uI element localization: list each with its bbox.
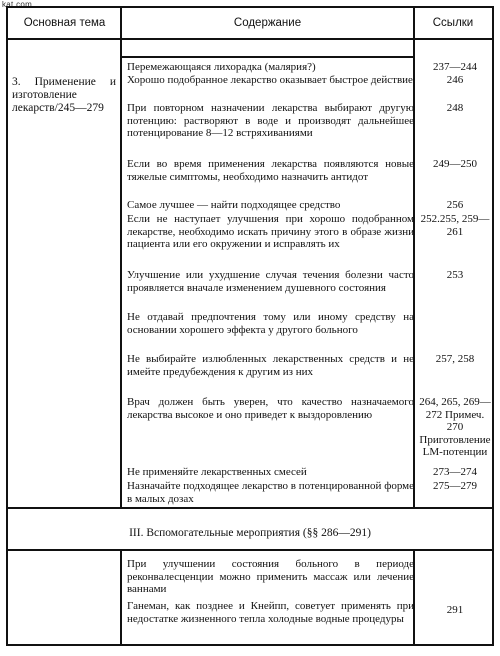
section-title: III. Вспомогательные мероприятия (§§ 286—291)	[129, 527, 371, 539]
list-item: Если во время применения лекарства появляются новые тяжелые симптомы, необходимо назначить антидот	[127, 158, 414, 183]
list-item: Не отдавай предпочтения тому или иному средству на основании хорошего эффекта у другого больного	[127, 311, 414, 336]
list-item: Самое лучшее — найти подходящее средство	[127, 199, 341, 211]
list-item: При улучшении состояния больного в периоде реконвалесценции можно применить массаж или лечение ваннами	[127, 558, 414, 596]
reference: 264, 265, 269—272 Примеч. 270 Приготовление LM-потенции	[419, 396, 491, 459]
section-rule	[8, 549, 492, 551]
list-item: Назначайте подходящее лекарство в потенцированной форме в малых дозах	[127, 480, 414, 505]
column-divider	[120, 8, 122, 508]
watermark: kat.com	[2, 0, 33, 9]
list-item: Перемежающаяся лихорадка (малярия?)	[127, 61, 316, 73]
list-item: При повторном назначении лекарства выбирают другую потенцию: растворяют в воде и производят дальнейшее потенцирование 8—12 встряхиваниями	[127, 102, 414, 140]
table-header	[8, 8, 492, 40]
reference: 275—279	[433, 480, 477, 492]
header-content: Содержание	[233, 17, 302, 29]
list-item: Не выбирайте излюбленных лекарственных средств и не имейте предубеждения к другим из них	[127, 353, 414, 378]
list-item: Хорошо подобранное лекарство оказывает быстрое действие	[127, 74, 413, 86]
reference: 257, 258	[435, 353, 475, 365]
reference: 256	[446, 199, 464, 211]
table	[6, 6, 494, 646]
header-main-topic: Основная тема	[23, 17, 106, 29]
column-divider	[120, 550, 122, 644]
reference: 291	[446, 604, 464, 616]
list-item: Улучшение или ухудшение случая течения болезни часто проявляется вначале изменением душевного состояния	[127, 269, 414, 294]
reference: 248	[446, 102, 464, 114]
content-top-rule	[120, 56, 414, 58]
section-rule	[8, 507, 492, 509]
reference: 273—274	[433, 466, 477, 478]
reference: 252.255, 259—261	[420, 213, 490, 238]
list-item: Если не наступает улучшения при хорошо подобранном лекарстве, необходимо искать причину этого в образе жизни пациента или его окружении и исправлять их	[127, 213, 414, 251]
list-item: Не применяйте лекарственных смесей	[127, 466, 307, 478]
reference: 237—244	[433, 61, 477, 73]
reference: 253	[446, 269, 464, 281]
header-links: Ссылки	[432, 17, 474, 29]
reference: 246	[446, 74, 464, 86]
reference: 249—250	[433, 158, 477, 170]
list-item: Ганеман, как позднее и Кнейпп, советует применять при недостатке жизненного тепла холодные водные процедуры	[127, 600, 414, 625]
main-topic-cell: 3. Применение и изготовление лекарств/245—279	[12, 76, 116, 114]
list-item: Врач должен быть уверен, что качество назначаемого лекарства высокое и оно приведет к выздоровлению	[127, 396, 414, 421]
